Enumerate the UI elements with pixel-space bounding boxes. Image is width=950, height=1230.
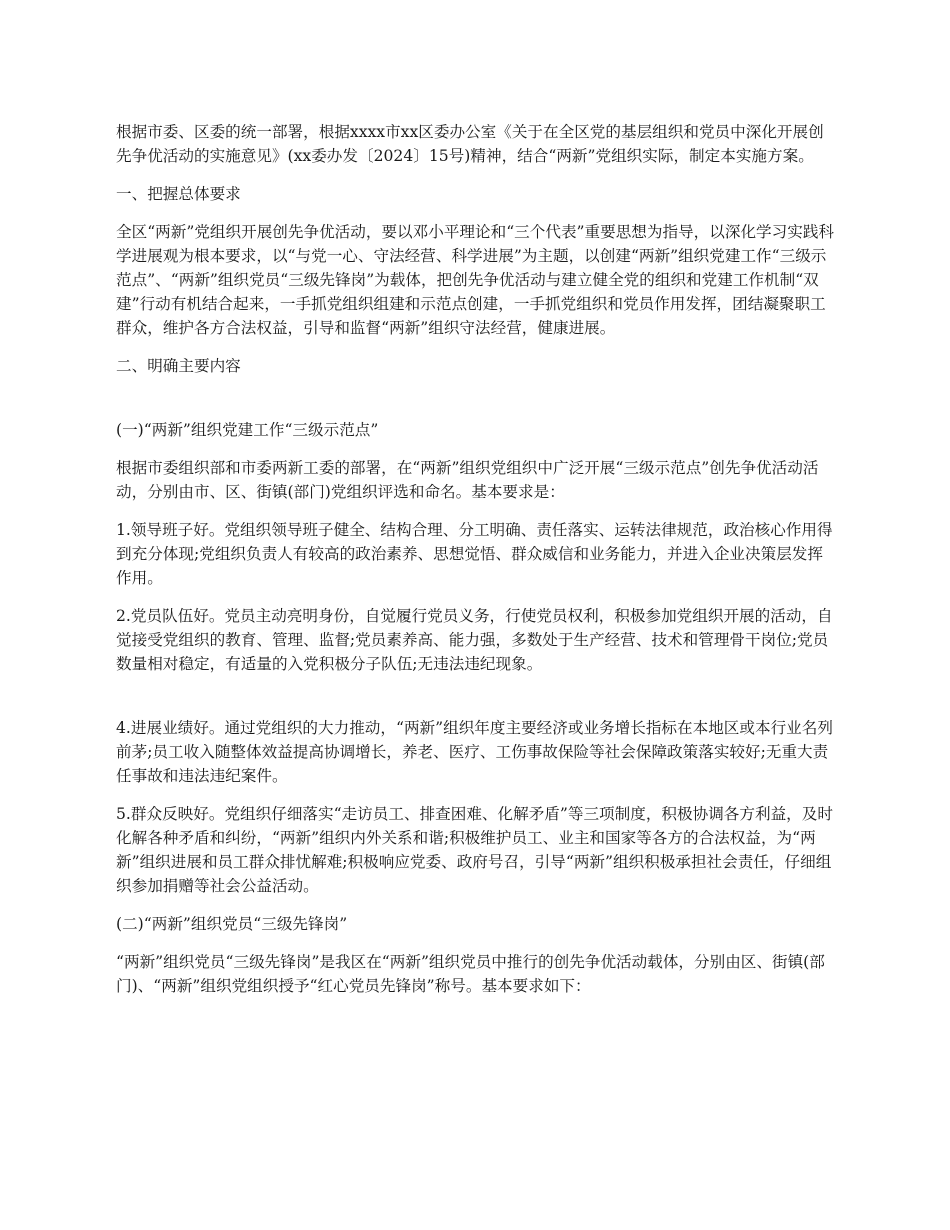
section-heading-1: 一、把握总体要求	[116, 185, 241, 203]
subsection-heading-1: (一)“两新”组织党建工作“三级示范点”	[116, 421, 379, 439]
item-leadership: 1.领导班子好。党组织领导班子健全、结构合理、分工明确、责任落实、运转法律规范，政治核心作用得到充分体现;党组织负责人有较高的政治素养、思想觉悟、群众威信和业务能力，并进入企业决策层发挥作用。	[116, 521, 833, 587]
subsection-heading-2: (二)“两新”组织党员“三级先锋岗”	[116, 915, 348, 933]
blank-gap	[116, 392, 836, 418]
section-heading-2: 二、明确主要内容	[116, 357, 241, 375]
item-public-feedback: 5.群众反映好。党组织仔细落实“走访员工、排查困难、化解矛盾”等三项制度，积极协调各方利益，及时化解各种矛盾和纠纷，“两新”组织内外关系和谐;积极维护员工、业主和国家等各方的合法权益，为“两新”组织进展和员工群众排忧解难;积极响应党委、政府号召，引导“两新”组织积极承担社会责任，仔细组织参加捐赠等社会公益活动。	[116, 805, 833, 895]
demonstration-point-paragraph: 根据市委组织部和市委两新工委的部署，在“两新”组织党组织中广泛开展“三级示范点”创先争优活动活动，分别由市、区、街镇(部门)党组织评选和命名。基本要求是：	[116, 459, 819, 501]
vanguard-post-paragraph: “两新”组织党员“三级先锋岗”是我区在“两新”组织党员中推行的创先争优活动载体，分别由区、街镇(部门)、“两新”组织党组织授予“红心党员先锋岗”称号。基本要求如下：	[116, 953, 825, 995]
intro-paragraph: 根据市委、区委的统一部署，根据xxxx市xx区委办公室《关于在全区党的基层组织和党员中深化开展创先争优活动的实施意见》(xx委办发〔2024〕15号)精神，结合“两新”党组织实际，制定本实施方案。	[116, 123, 824, 165]
blank-gap	[116, 690, 836, 716]
item-performance: 4.进展业绩好。通过党组织的大力推动，“两新”组织年度主要经济或业务增长指标在本地区或本行业名列前茅;员工收入随整体效益提高协调增长，养老、医疗、工伤事故保险等社会保障政策落实较好;无重大责任事故和违法违纪案件。	[116, 719, 833, 785]
item-member-team: 2.党员队伍好。党员主动亮明身份，自觉履行党员义务，行使党员权利，积极参加党组织开展的活动，自觉接受党组织的教育、管理、监督;党员素养高、能力强，多数处于生产经营、技术和管理骨干岗位;党员数量相对稳定，有适量的入党积极分子队伍;无违法违纪现象。	[116, 607, 833, 673]
document-body	[116, 120, 836, 1012]
requirements-paragraph: 全区“两新”党组织开展创先争优活动，要以邓小平理论和“三个代表”重要思想为指导，以深化学习实践科学进展观为根本要求，以“与党一心、守法经营、科学进展”为主题，以创建“两新”组织党建工作“三级示范点”、“两新”组织党员“三级先锋岗”为载体，把创先争优活动与建立健全党的组织和党建工作机制“双建”行动有机结合起来，一手抓党组织组建和示范点创建，一手抓党组织和党员作用发挥，团结凝聚职工群众，维护各方合法权益，引导和监督“两新”组织守法经营，健康进展。	[116, 223, 835, 337]
